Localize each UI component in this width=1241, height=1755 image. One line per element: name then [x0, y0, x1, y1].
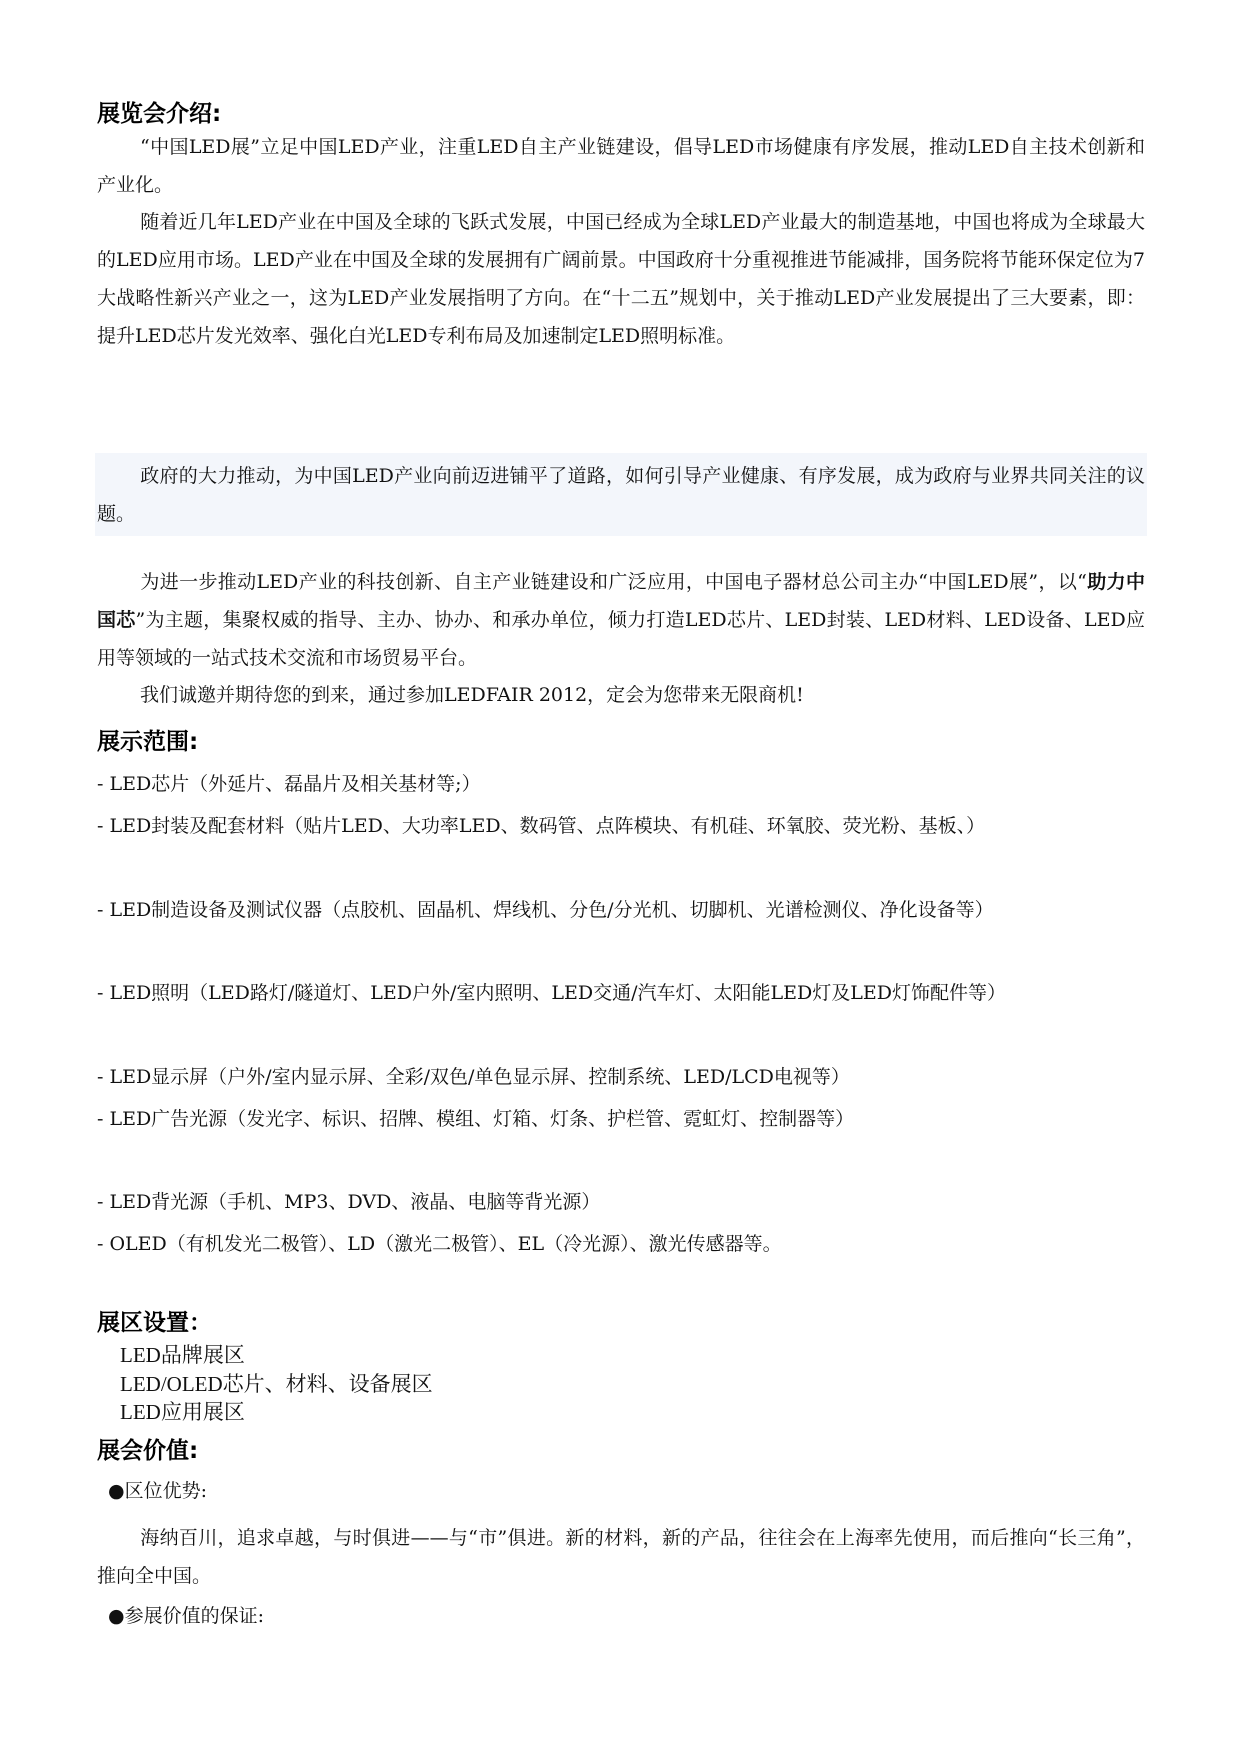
scope-heading: 展示范围: [97, 729, 199, 755]
scope-item: - LED封装及配套材料（贴片LED、大功率LED、数码管、点阵模块、有机硅、环氧胶、荧光粉、基板、） [97, 815, 986, 837]
intro-paragraph-5 [97, 676, 1145, 714]
scope-item: - LED广告光源（发光字、标识、招牌、模组、灯箱、灯条、护栏管、霓虹灯、控制器等） [97, 1108, 855, 1130]
scope-item: - LED制造设备及测试仪器（点胶机、固晶机、焊线机、分色/分光机、切脚机、光谱检测仪、净化设备等） [97, 899, 994, 921]
zone-item: LED应用展区 [120, 1400, 245, 1424]
intro-paragraph-1 [97, 128, 1145, 204]
theme-highlight: 助力中国芯 [97, 571, 1145, 631]
value-bullet-location: ●区位优势: [108, 1480, 207, 1502]
scope-item: - LED背光源（手机、MP3、DVD、液晶、电脑等背光源） [97, 1191, 601, 1213]
value-paragraph-1 [97, 1519, 1145, 1595]
value-paragraph-1-text: 海纳百川，追求卓越，与时俱进——与“市”俱进。新的材料，新的产品，往往会在上海率先使用，而后推向“长三角”，推向全中国。 [97, 1527, 1145, 1587]
value-bullet-guarantee: ●参展价值的保证: [108, 1605, 264, 1627]
intro-paragraph-4-text-b: ”为主题，集聚权威的指导、主办、协办、和承办单位，倾力打造LED芯片、LED封装、LED材料、LED设备、LED应用等领域的一站式技术交流和市场贸易平台。 [97, 609, 1145, 669]
intro-paragraph-5-text: 我们诚邀并期待您的到来，通过参加LEDFAIR 2012，定会为您带来无限商机! [140, 684, 804, 706]
intro-paragraph-2 [97, 203, 1145, 355]
intro-paragraph-4-text-a: 为进一步推动LED产业的科技创新、自主产业链建设和广泛应用，中国电子器材总公司主办“中国LED展”，以“ [140, 571, 1087, 593]
intro-paragraph-4 [97, 563, 1145, 677]
zone-item: LED品牌展区 [120, 1343, 245, 1367]
intro-paragraph-3-text: 政府的大力推动，为中国LED产业向前迈进铺平了道路，如何引导产业健康、有序发展，成为政府与业界共同关注的议题。 [97, 465, 1145, 525]
intro-heading: 展览会介绍: [97, 101, 222, 127]
scope-item: - LED显示屏（户外/室内显示屏、全彩/双色/单色显示屏、控制系统、LED/LCD电视等） [97, 1066, 850, 1088]
intro-paragraph-3 [97, 457, 1145, 533]
value-heading: 展会价值: [97, 1438, 199, 1464]
intro-paragraph-1-text: “中国LED展”立足中国LED产业，注重LED自主产业链建设，倡导LED市场健康有序发展，推动LED自主技术创新和产业化。 [97, 136, 1145, 196]
scope-item: - LED芯片（外延片、磊晶片及相关基材等;） [97, 773, 481, 795]
scope-item: - OLED（有机发光二极管）、LD（激光二极管）、EL（冷光源）、激光传感器等。 [97, 1233, 782, 1255]
intro-paragraph-2-text: 随着近几年LED产业在中国及全球的飞跃式发展，中国已经成为全球LED产业最大的制造基地，中国也将成为全球最大的LED应用市场。LED产业在中国及全球的发展拥有广阔前景。中国政府十分重视推进节能减排，国务院将节能环保定位为7大战略性新兴产业之一，这为LED产业发展指明了方向。在“十二五”规划中，关于推动LED产业发展提出了三大要素，即：提升LED芯片发光效率、强化白光LED专利布局及加速制定LED照明标准。 [97, 211, 1145, 347]
zones-heading: 展区设置： [97, 1310, 212, 1336]
zone-item: LED/OLED芯片、材料、设备展区 [120, 1372, 433, 1396]
scope-item: - LED照明（LED路灯/隧道灯、LED户外/室内照明、LED交通/汽车灯、太阳能LED灯及LED灯饰配件等） [97, 982, 1006, 1004]
